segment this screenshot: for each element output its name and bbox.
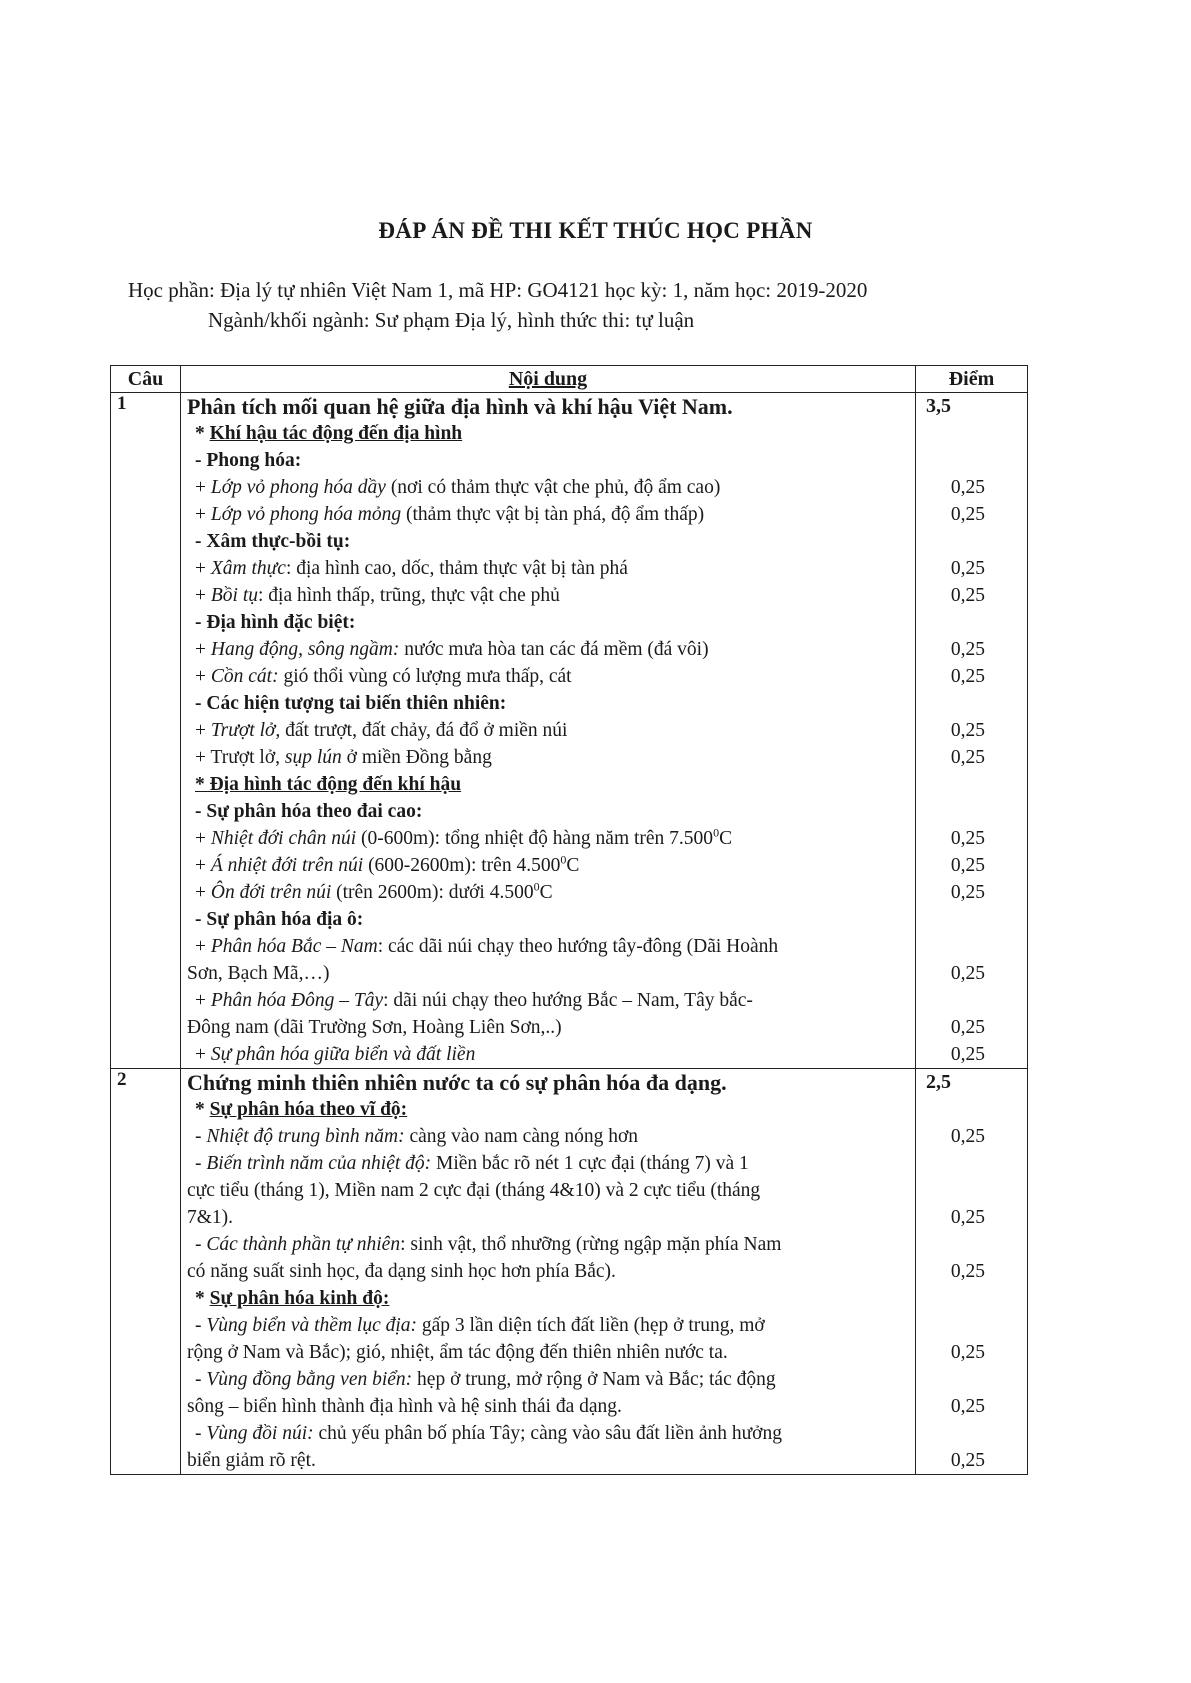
item-text: (thảm thực vật bị tàn phá, độ ẩm thấp)	[401, 504, 705, 525]
course-info-line: Học phần: Địa lý tự nhiên Việt Nam 1, mã HP: GO4121 học kỳ: 1, năm học: 2019-2020	[128, 278, 868, 302]
subsection-heading: - Xâm thực-bồi tụ:	[195, 531, 351, 552]
subsection-heading: - Các hiện tượng tai biến thiên nhiên:	[195, 693, 507, 714]
unit-text: C	[719, 828, 733, 849]
item-term: Hang động, sông ngầm:	[210, 639, 400, 660]
item-term: Trượt lở,	[210, 720, 281, 741]
score-value: 0,25	[950, 585, 985, 606]
unit-text: C	[539, 882, 553, 903]
item-text: ở miền Đồng bằng	[341, 747, 492, 768]
section-heading	[187, 1096, 909, 1123]
degree-superscript: 0	[560, 852, 567, 867]
continuation-line: 7&1).	[187, 1207, 234, 1228]
table-header-row	[111, 366, 1028, 393]
item-prefix: +	[195, 936, 211, 957]
item-text: : các dãi núi chạy theo hướng tây-đông (Dãi Hoành	[377, 936, 779, 957]
continuation-line: Sơn, Bạch Mã,…)	[187, 963, 330, 984]
table-row	[111, 1069, 1028, 1475]
document-title: ĐÁP ÁN ĐỀ THI KẾT THÚC HỌC PHẦN	[378, 218, 813, 243]
score-value: 0,25	[950, 1342, 985, 1363]
header-score: Điểm	[916, 366, 1028, 393]
item-text: : sinh vật, thổ nhưỡng (rừng ngập mặn phía Nam	[400, 1234, 782, 1255]
item-term: Vùng đồi núi:	[206, 1423, 314, 1444]
item-prefix: -	[195, 1126, 207, 1147]
continuation-line: cực tiểu (tháng 1), Miền nam 2 cực đại (tháng 4&10) và 2 cực tiểu (tháng	[187, 1180, 761, 1201]
item-text: chủ yếu phân bố phía Tây; càng vào sâu đất liền ảnh hưởng	[313, 1423, 782, 1444]
score-value: 0,25	[950, 720, 985, 741]
item-term: Nhiệt độ trung bình năm:	[206, 1126, 405, 1147]
item-prefix: -	[195, 1369, 207, 1390]
score-value	[922, 1420, 1021, 1447]
item-text: : địa hình thấp, trũng, thực vật che phủ	[258, 585, 560, 606]
score-value	[922, 1366, 1021, 1393]
list-item	[187, 1312, 909, 1339]
score-value: 0,25	[950, 963, 985, 984]
item-text: gió thổi vùng có lượng mưa thấp, cát	[278, 666, 572, 687]
score-value: 0,25	[950, 747, 985, 768]
list-item	[187, 501, 909, 528]
list-item	[187, 1420, 909, 1447]
list-item	[187, 1231, 909, 1258]
subsection-heading: - Phong hóa:	[195, 450, 302, 471]
list-item	[187, 879, 909, 906]
list-item	[187, 987, 909, 1014]
score-value: 0,25	[950, 1017, 985, 1038]
item-term: Phân hóa Đông – Tây	[210, 990, 384, 1011]
table-row	[111, 393, 1028, 1069]
score-value: 0,25	[950, 558, 985, 579]
list-item	[187, 474, 909, 501]
score-value	[922, 1096, 1021, 1123]
continuation-line: rộng ở Nam và Bắc); gió, nhiệt, ẩm tác động đến thiên nhiên nước ta.	[187, 1342, 728, 1363]
continuation-line: biển giảm rõ rệt.	[187, 1450, 316, 1471]
major-info-line: Ngành/khối ngành: Sư phạm Địa lý, hình thức thi: tự luận	[208, 308, 695, 332]
question-scores	[916, 1069, 1028, 1475]
subsection-heading: - Địa hình đặc biệt:	[195, 612, 356, 633]
item-term: Các thành phần tự nhiên	[206, 1234, 401, 1255]
continuation-line: có năng suất sinh học, đa dạng sinh học hơn phía Bắc).	[187, 1261, 616, 1282]
answer-table	[110, 365, 1028, 1475]
section-heading	[187, 1285, 909, 1312]
score-value: 0,25	[950, 1207, 985, 1228]
score-value	[922, 1150, 1021, 1177]
score-value: 0,25	[950, 1126, 985, 1147]
score-value: 0,25	[950, 639, 985, 660]
total-score: 2,5	[926, 1071, 951, 1093]
score-value: 0,25	[950, 504, 985, 525]
item-prefix: +	[195, 720, 211, 741]
item-prefix: +	[195, 666, 211, 687]
header-question: Câu	[111, 366, 181, 393]
item-prefix: -	[195, 1423, 207, 1444]
question-number: 1	[111, 393, 181, 1069]
score-value: 0,25	[950, 1261, 985, 1282]
item-prefix: +	[195, 828, 211, 849]
item-text: Miền bắc rõ nét 1 cực đại (tháng 7) và 1	[431, 1153, 749, 1174]
score-value	[922, 1285, 1021, 1312]
score-value: 0,25	[950, 882, 985, 903]
item-term: Lớp vỏ phong hóa dầy	[210, 477, 386, 498]
item-term: Sự phân hóa giữa biển và đất liền	[210, 1044, 476, 1065]
item-term: Lớp vỏ phong hóa mỏng	[210, 504, 402, 525]
item-prefix: -	[195, 1234, 207, 1255]
item-term: Biến trình năm của nhiệt độ:	[206, 1153, 432, 1174]
item-prefix: +	[195, 585, 211, 606]
score-value	[922, 771, 1021, 798]
score-value: 0,25	[950, 1396, 985, 1417]
item-term: Bồi tụ	[210, 585, 258, 606]
score-value: 0,25	[950, 477, 985, 498]
item-prefix: -	[195, 1315, 207, 1336]
item-term: Nhiệt đới chân núi	[210, 828, 357, 849]
question-title: Chứng minh thiên nhiên nước ta có sự phân hóa đa dạng.	[187, 1070, 727, 1095]
item-text: nước mưa hòa tan các đá mềm (đá vôi)	[399, 639, 709, 660]
item-prefix: +	[195, 558, 211, 579]
score-value	[922, 1231, 1021, 1258]
heading-text: Sự phân hóa kinh độ:	[209, 1288, 390, 1309]
item-text: càng vào nam càng nóng hơn	[404, 1126, 639, 1147]
score-value	[922, 987, 1021, 1014]
item-prefix: +	[195, 1044, 211, 1065]
list-item	[187, 825, 909, 852]
item-text: đất trượt, đất chảy, đá đổ ở miền núi	[280, 720, 568, 741]
item-text: (0-600m): tổng nhiệt độ hàng năm trên 7.500	[356, 828, 714, 849]
score-value	[922, 798, 1021, 825]
score-value: 0,25	[950, 1450, 985, 1471]
score-value	[922, 609, 1021, 636]
question-content	[181, 1069, 916, 1475]
item-text: : địa hình cao, dốc, thảm thực vật bị tàn phá	[285, 558, 628, 579]
list-item	[187, 582, 909, 609]
section-heading	[187, 420, 909, 447]
score-value	[922, 1312, 1021, 1339]
score-value	[922, 528, 1021, 555]
subsection-heading: - Sự phân hóa địa ô:	[195, 909, 364, 930]
item-prefix: +	[195, 882, 211, 903]
list-item	[187, 852, 909, 879]
heading-bullet: *	[195, 423, 210, 444]
list-item	[187, 663, 909, 690]
heading-bullet: *	[195, 1099, 210, 1120]
list-item	[187, 744, 909, 771]
score-value: 0,25	[950, 855, 985, 876]
score-value	[922, 690, 1021, 717]
item-prefix: +	[195, 855, 211, 876]
item-prefix: +	[195, 990, 211, 1011]
score-value	[922, 933, 1021, 960]
item-text: hẹp ở trung, mở rộng ở Nam và Bắc; tác động	[412, 1369, 776, 1390]
subsection-heading: - Sự phân hóa theo đai cao:	[195, 801, 423, 822]
header-content: Nội dung	[181, 366, 916, 393]
heading-text: Sự phân hóa theo vĩ độ:	[209, 1099, 408, 1120]
continuation-line: Đông nam (dãi Trường Sơn, Hoàng Liên Sơn,..)	[187, 1017, 562, 1038]
item-term: Á nhiệt đới trên núi	[210, 855, 364, 876]
item-term: Phân hóa Bắc – Nam	[210, 936, 378, 957]
score-value	[922, 420, 1021, 447]
continuation-line: sông – biển hình thành địa hình và hệ sinh thái đa dạng.	[187, 1396, 622, 1417]
heading-text: * Địa hình tác động đến khí hậu	[195, 774, 462, 795]
question-title: Phân tích mối quan hệ giữa địa hình và khí hậu Việt Nam.	[187, 394, 733, 419]
score-value	[922, 1177, 1021, 1204]
degree-superscript: 0	[533, 879, 540, 894]
question-number: 2	[111, 1069, 181, 1475]
unit-text: C	[566, 855, 580, 876]
question-scores	[916, 393, 1028, 1069]
item-term: sụp lún	[284, 747, 342, 768]
score-value: 0,25	[950, 666, 985, 687]
heading-text: Khí hậu tác động đến địa hình	[209, 423, 463, 444]
list-item	[187, 717, 909, 744]
list-item	[187, 1123, 909, 1150]
list-item	[187, 1366, 909, 1393]
list-item	[187, 1150, 909, 1177]
item-prefix: +	[195, 504, 211, 525]
list-item	[187, 933, 909, 960]
item-term: Vùng biển và thềm lục địa:	[206, 1315, 418, 1336]
list-item	[187, 1041, 909, 1068]
section-heading	[187, 771, 909, 798]
degree-superscript: 0	[713, 825, 720, 840]
heading-bullet: *	[195, 1288, 210, 1309]
score-value	[922, 447, 1021, 474]
item-text: (trên 2600m): dưới 4.500	[331, 882, 534, 903]
item-prefix: + Trượt lở,	[195, 747, 285, 768]
item-prefix: +	[195, 639, 211, 660]
list-item	[187, 555, 909, 582]
score-value: 0,25	[950, 828, 985, 849]
item-term: Cồn cát:	[210, 666, 279, 687]
item-term: Xâm thực	[210, 558, 286, 579]
list-item	[187, 636, 909, 663]
item-prefix: -	[195, 1153, 207, 1174]
item-term: Ôn đới trên núi	[210, 882, 332, 903]
score-value: 0,25	[950, 1044, 985, 1065]
item-text: : dãi núi chạy theo hướng Bắc – Nam, Tây bắc-	[383, 990, 753, 1011]
total-score: 3,5	[926, 395, 951, 417]
item-text: (600-2600m): trên 4.500	[363, 855, 561, 876]
question-content	[181, 393, 916, 1069]
item-text: gấp 3 lần diện tích đất liền (hẹp ở trung, mở	[417, 1315, 765, 1336]
item-term: Vùng đồng bằng ven biển:	[206, 1369, 413, 1390]
item-prefix: +	[195, 477, 211, 498]
item-text: (nơi có thảm thực vật che phủ, độ ẩm cao)	[385, 477, 721, 498]
score-value	[922, 906, 1021, 933]
